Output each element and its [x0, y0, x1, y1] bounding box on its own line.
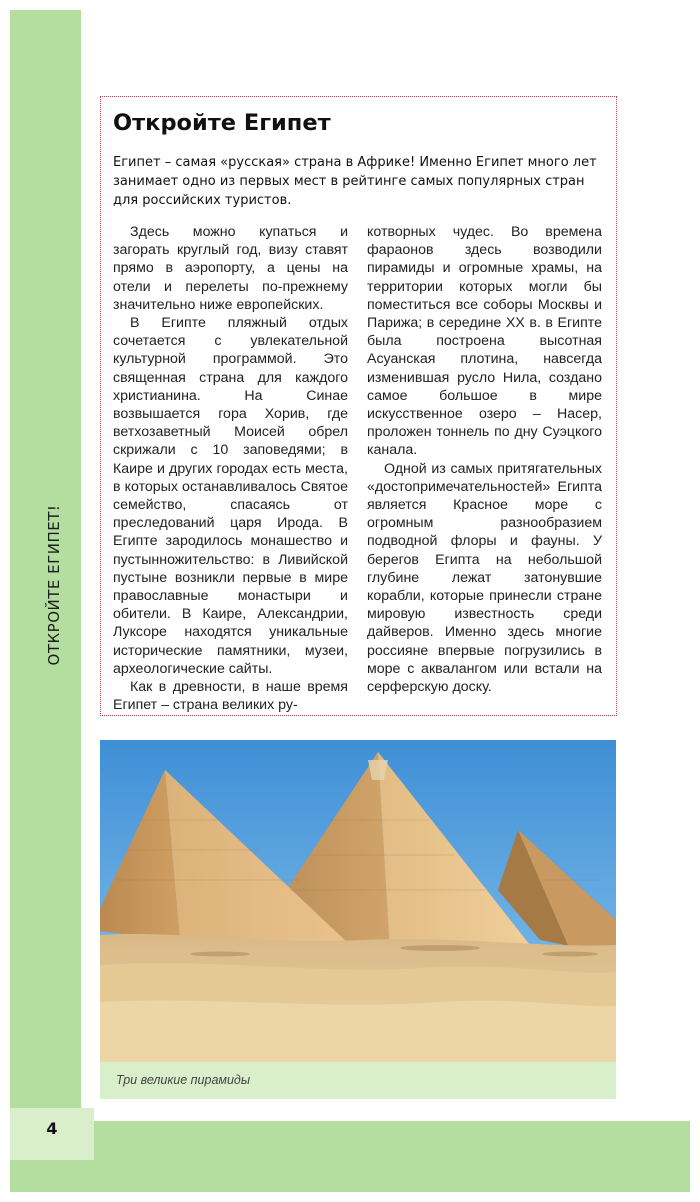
paragraph: Одной из самых притягательных «достопримечательностей» Египта является Красное море с огромным разнообразием подводной флоры и фауны. У берегов Египта на небольшой глубине лежат затонувшие корабли, которые принесли стране мировую известность среди дайверов. Именно здесь многие россияне впервые погрузились в море с аквалангом или встали на серферскую доску.: [367, 460, 602, 696]
paragraph: В Египте пляжный отдых сочетается с увлекательной культурной программой. Это священная страна для каждого христианина. На Синае возвышается гора Хорив, где ветхозаветный Моисей обрел скрижали с 10 заповедями; в Каире и других городах есть места, в которых останавливалось Святое семейство, спасаясь от преследований царя Ирода. В Египте зародилось монашество и пустынножительство: в Ливийской пустыне возникли первые в мире православные монастыри и обители. В Каире, Александрии, Луксоре находятся уникальные исторические памятники, музеи, археологические сайты.: [113, 315, 348, 677]
bottom-band-corner: [10, 1160, 94, 1192]
page-number: 4: [46, 1119, 58, 1138]
text-column-right: [367, 223, 602, 696]
lead-paragraph: Египет – самая «русская» страна в Африке! Именно Египет много лет занимает одно из первых мест в рейтинге самых популярных стран для российских туристов.: [113, 155, 597, 208]
paragraph: Здесь можно купаться и загорать круглый год, визу ставят прямо в аэропорту, а цены на отели и перелеты по-прежнему значительно ниже европейских.: [113, 224, 348, 313]
section-title-vertical: ОТКРОЙТЕ ЕГИПЕТ!: [45, 504, 63, 666]
pyramids-photo: [100, 740, 616, 1062]
photo-caption: Три великие пирамиды: [116, 1073, 251, 1087]
page-number-box: [10, 1108, 94, 1160]
text-column-left: [113, 223, 348, 714]
paragraph: котворных чудес. Во времена фараонов здесь возводили пирамиды и огромные храмы, на территории которых могли бы поместиться все соборы Москвы и Парижа; в середине XX в. в Египте была построена высотная Асуанская плотина, навсегда изменившая русло Нила, создано самое большое в мире искусственное озеро – Насер, проложен тоннель по дну Суэцкого канала.: [367, 224, 602, 459]
bottom-band: [94, 1121, 690, 1192]
info-box: [100, 96, 617, 716]
paragraph: Как в древности, в наше время Египет – страна великих ру-: [113, 679, 348, 714]
box-title: Откройте Египет: [113, 110, 331, 136]
caption-bar: [100, 1062, 616, 1099]
